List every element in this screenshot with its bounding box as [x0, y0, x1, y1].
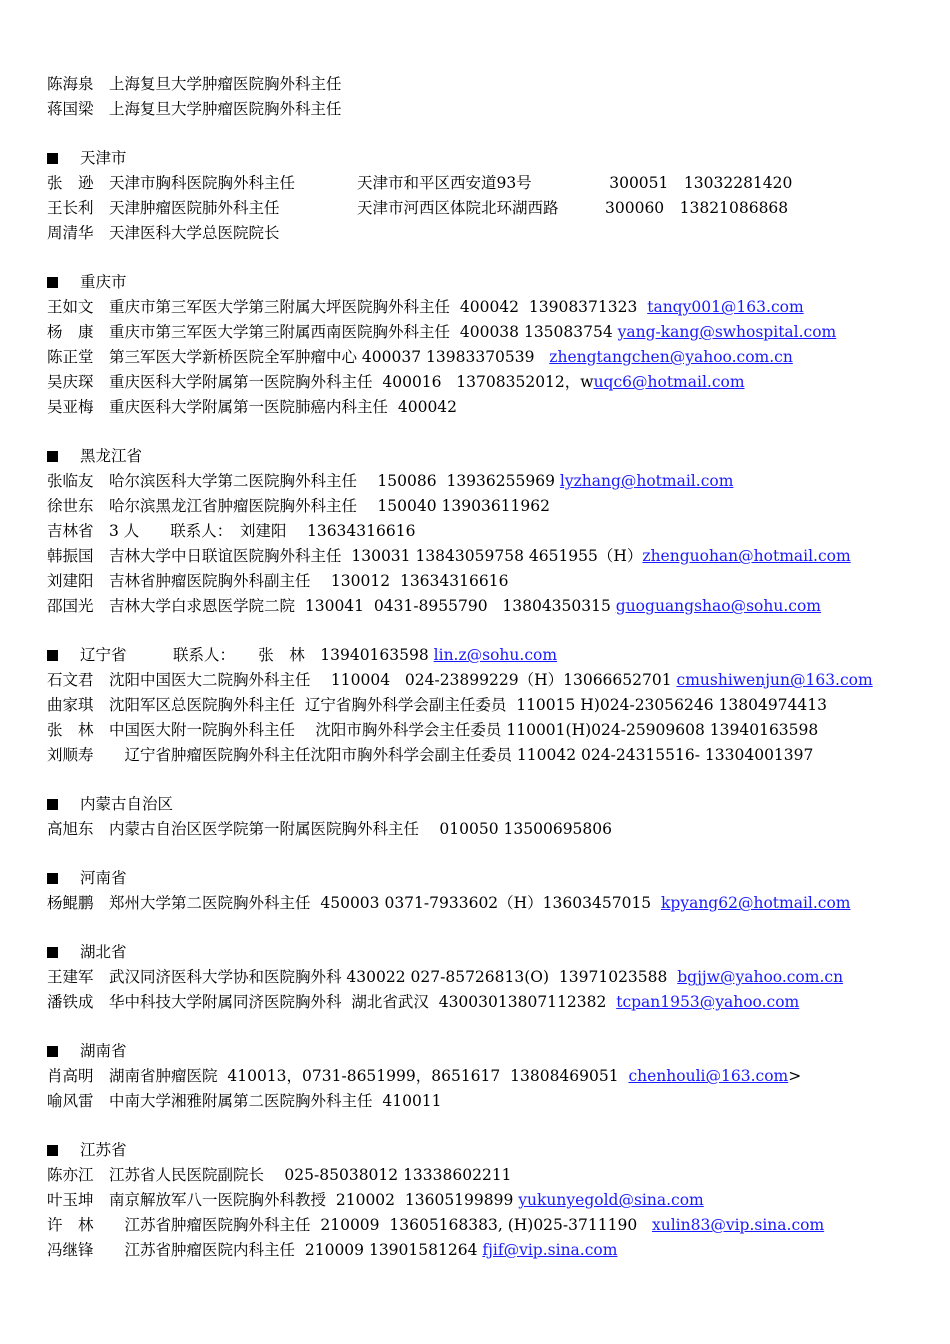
square-bullet-icon	[47, 277, 58, 288]
contact-entry	[47, 370, 927, 395]
blank-line	[47, 619, 927, 643]
entry-text: 肖高明 湖南省肿瘤医院 410013，0731-8651999，8651617 13808469051	[47, 1067, 629, 1085]
contact-entry	[47, 569, 927, 594]
contact-entry	[47, 965, 927, 990]
region-heading	[47, 444, 927, 469]
entry-text: 张临友 哈尔滨医科大学第二医院胸外科主任 150086 13936255969	[47, 472, 560, 490]
heading-text: 河南省	[80, 869, 127, 887]
entry-text: 吴亚梅 重庆医科大学附属第一医院肺癌内科主任 400042	[47, 398, 458, 416]
entry-text: 潘铁成 华中科技大学附属同济医院胸外科 湖北省武汉 43003013807112382	[47, 993, 617, 1011]
contact-entry	[47, 345, 927, 370]
contact-entry	[47, 295, 927, 320]
square-bullet-icon	[47, 650, 58, 661]
contact-entry	[47, 990, 927, 1015]
region-heading	[47, 866, 927, 891]
blank-line	[47, 420, 927, 444]
heading-text: 辽宁省 联系人： 张 林 13940163598	[80, 646, 434, 664]
email-link[interactable]: kpyang62@hotmail.com	[661, 894, 851, 912]
region-heading	[47, 146, 927, 171]
contact-entry	[47, 469, 927, 494]
contact-entry	[47, 1238, 927, 1263]
entry-text: 刘顺寿 辽宁省肿瘤医院胸外科主任沈阳市胸外科学会副主任委员 110042 024-24315516- 13304001397	[47, 746, 814, 764]
entry-text: 冯继锋 江苏省肿瘤医院内科主任 210009 13901581264	[47, 1241, 483, 1259]
region-heading	[47, 940, 927, 965]
entry-text: 王长利 天津肿瘤医院肺外科主任 天津市河西区体院北环湖西路 300060 13821086868	[47, 199, 789, 217]
email-link[interactable]: cmushiwenjun@163.com	[676, 671, 873, 689]
entry-text: 刘建阳 吉林省肿瘤医院胸外科副主任 130012 13634316616	[47, 572, 509, 590]
contact-entry	[47, 693, 927, 718]
region-heading	[47, 1138, 927, 1163]
square-bullet-icon	[47, 1046, 58, 1057]
contact-entry	[47, 97, 927, 122]
contact-entry	[47, 1163, 927, 1188]
square-bullet-icon	[47, 153, 58, 164]
contact-entry	[47, 594, 927, 619]
entry-text: 陈正堂 第三军医大学新桥医院全军肿瘤中心 400037 13983370539	[47, 348, 550, 366]
region-heading	[47, 792, 927, 817]
contact-entry	[47, 1213, 927, 1238]
heading-text: 湖南省	[80, 1042, 127, 1060]
region-heading	[47, 1039, 927, 1064]
entry-text: 叶玉坤 南京解放军八一医院胸外科教授 210002 13605199899	[47, 1191, 519, 1209]
email-link[interactable]: uqc6@hotmail.com	[593, 373, 745, 391]
entry-text: 韩振国 吉林大学中日联谊医院胸外科主任 130031 13843059758 4651955（H）	[47, 547, 643, 565]
entry-text: 吉林省 3 人 联系人： 刘建阳 13634316616	[47, 522, 416, 540]
contact-entry	[47, 1089, 927, 1114]
heading-text: 天津市	[80, 149, 127, 167]
entry-text: 吴庆琛 重庆医科大学附属第一医院胸外科主任 400016 13708352012，w	[47, 373, 594, 391]
blank-line	[47, 1114, 927, 1138]
entry-text: 许 林 江苏省肿瘤医院胸外科主任 210009 13605168383, (H)025-3711190	[47, 1216, 652, 1234]
square-bullet-icon	[47, 799, 58, 810]
blank-line	[47, 842, 927, 866]
blank-line	[47, 122, 927, 146]
contact-entry	[47, 320, 927, 345]
email-link[interactable]: tcpan1953@yahoo.com	[616, 993, 800, 1011]
contact-entry	[47, 196, 927, 221]
blank-line	[47, 768, 927, 792]
entry-text: 王建军 武汉同济医科大学协和医院胸外科 430022 027-85726813(O) 13971023588	[47, 968, 678, 986]
square-bullet-icon	[47, 873, 58, 884]
email-link[interactable]: zhenguohan@hotmail.com	[642, 547, 851, 565]
entry-text: 陈亦江 江苏省人民医院副院长 025-85038012 13338602211	[47, 1166, 512, 1184]
blank-line	[47, 246, 927, 270]
email-link[interactable]: bgjjw@yahoo.com.cn	[677, 968, 844, 986]
blank-line	[47, 1015, 927, 1039]
entry-text: 周清华 天津医科大学总医院院长	[47, 224, 280, 242]
heading-text: 内蒙古自治区	[80, 795, 174, 813]
region-heading	[47, 270, 927, 295]
contact-entry	[47, 743, 927, 768]
blank-line	[47, 916, 927, 940]
contact-entry	[47, 221, 927, 246]
contact-list	[47, 72, 927, 1263]
contact-entry	[47, 171, 927, 196]
email-link[interactable]: yang-kang@swhospital.com	[617, 323, 837, 341]
square-bullet-icon	[47, 451, 58, 462]
contact-entry	[47, 519, 927, 544]
email-link[interactable]: fjif@vip.sina.com	[482, 1241, 618, 1259]
contact-entry	[47, 891, 927, 916]
email-link[interactable]: lin.z@sohu.com	[433, 646, 558, 664]
entry-text: 石文君 沈阳中国医大二院胸外科主任 110004 024-23899229（H）13066652701	[47, 671, 677, 689]
contact-entry	[47, 72, 927, 97]
entry-text: 张 逊 天津市胸科医院胸外科主任 天津市和平区西安道93号 300051 13032281420	[47, 174, 793, 192]
entry-text: 徐世东 哈尔滨黑龙江省肿瘤医院胸外科主任 150040 13903611962	[47, 497, 551, 515]
email-link[interactable]: yukunyegold@sina.com	[518, 1191, 704, 1209]
entry-text: 曲家琪 沈阳军区总医院胸外科主任 辽宁省胸外科学会副主任委员 110015 H)024-23056246 13804974413	[47, 696, 827, 714]
entry-text: 杨 康 重庆市第三军医大学第三附属西南医院胸外科主任 400038 135083754	[47, 323, 618, 341]
contact-entry	[47, 544, 927, 569]
contact-entry	[47, 1188, 927, 1213]
email-link[interactable]: chenhouli@163.com	[628, 1067, 789, 1085]
entry-text: 陈海泉 上海复旦大学肿瘤医院胸外科主任	[47, 75, 342, 93]
entry-text: 邵国光 吉林大学白求恩医学院二院 130041 0431-8955790 13804350315	[47, 597, 616, 615]
entry-text: >	[788, 1067, 802, 1085]
contact-entry	[47, 494, 927, 519]
contact-entry	[47, 668, 927, 693]
email-link[interactable]: guoguangshao@sohu.com	[615, 597, 821, 615]
heading-text: 重庆市	[80, 273, 127, 291]
email-link[interactable]: xulin83@vip.sina.com	[651, 1216, 825, 1234]
entry-text: 张 林 中国医大附一院胸外科主任 沈阳市胸外科学会主任委员 110001(H)024-25909608 13940163598	[47, 721, 819, 739]
entry-text: 蒋国梁 上海复旦大学肿瘤医院胸外科主任	[47, 100, 342, 118]
contact-entry	[47, 395, 927, 420]
entry-text: 高旭东 内蒙古自治区医学院第一附属医院胸外科主任 010050 13500695806	[47, 820, 613, 838]
entry-text: 王如文 重庆市第三军医大学第三附属大坪医院胸外科主任 400042 13908371323	[47, 298, 648, 316]
email-link[interactable]: lyzhang@hotmail.com	[559, 472, 734, 490]
square-bullet-icon	[47, 1145, 58, 1156]
heading-text: 江苏省	[80, 1141, 127, 1159]
email-link[interactable]: zhengtangchen@yahoo.com.cn	[549, 348, 793, 366]
region-heading	[47, 643, 927, 668]
contact-entry	[47, 817, 927, 842]
contact-entry	[47, 1064, 927, 1089]
email-link[interactable]: tanqy001@163.com	[647, 298, 804, 316]
square-bullet-icon	[47, 947, 58, 958]
heading-text: 黑龙江省	[80, 447, 143, 465]
heading-text: 湖北省	[80, 943, 127, 961]
entry-text: 喻风雷 中南大学湘雅附属第二医院胸外科主任 410011	[47, 1092, 442, 1110]
entry-text: 杨鲲鹏 郑州大学第二医院胸外科主任 450003 0371-7933602（H）13603457015	[47, 894, 662, 912]
contact-entry	[47, 718, 927, 743]
